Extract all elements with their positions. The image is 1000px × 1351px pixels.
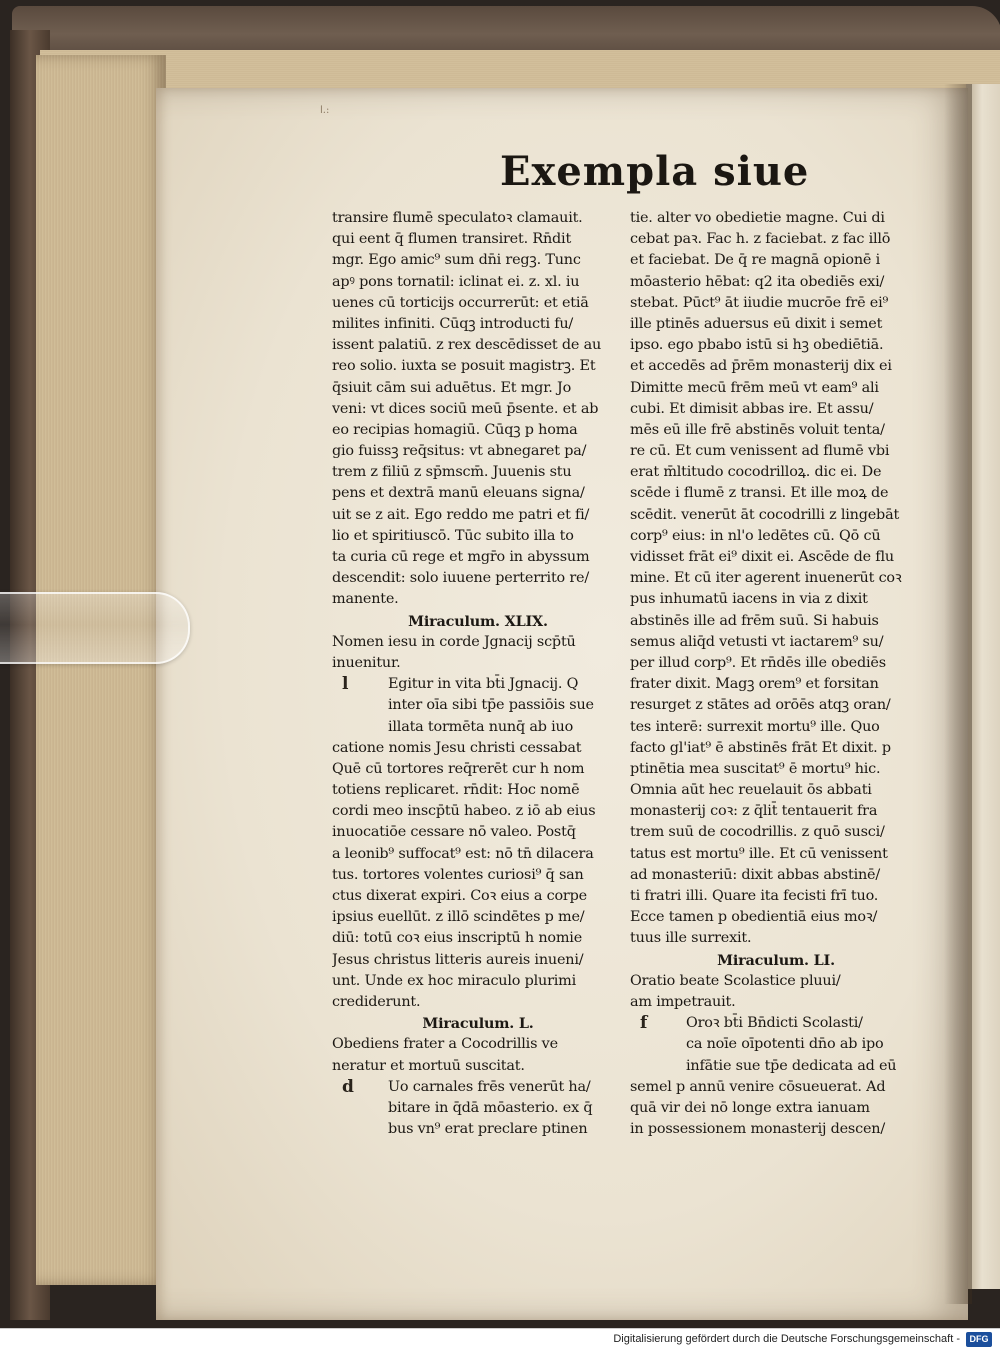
line-text: Miraculum. LI. (717, 951, 835, 969)
line-text: tuus ille surrexit. (630, 930, 752, 947)
line-text: veni: vt dices sociū meū p̄sente. et ab (332, 400, 599, 417)
text-line (630, 632, 922, 653)
text-line (630, 1119, 922, 1140)
line-text: mēs eū ille frē abstinēs voluit tenta/ (630, 421, 885, 438)
text-line (630, 483, 922, 504)
text-line (630, 844, 922, 865)
text-line (332, 356, 624, 377)
text-line (630, 780, 922, 801)
text-line (332, 568, 624, 589)
line-text: Omnia aūt hec reuelauit ōs abbati (630, 782, 872, 799)
guide-letter: f (640, 1013, 648, 1034)
text-line (630, 293, 922, 314)
line-text: catione nomis Jesu christi cessabat (332, 739, 582, 756)
line-text: monasterij coꝛ: z q̄lit̄ tentauerit fra (630, 803, 878, 820)
text-line (332, 738, 624, 759)
text-line (332, 272, 624, 293)
line-text: mōasterio hēbat: q2 ita obediēs exi/ (630, 273, 885, 290)
folio-mark: ا.: (320, 105, 330, 116)
line-text: re cū. Et cum venissent ad flumē vbi (630, 443, 890, 460)
line-text: trem suū de cocodrillis. z quō susci/ (630, 824, 885, 841)
line-text: semus aliq̄d vetusti vt iactarem⁹ su/ (630, 633, 884, 650)
line-text: quā vir dei nō longe extra ianuam (630, 1099, 870, 1116)
text-column-left (332, 208, 624, 1140)
line-text: mine. Et cū iter agerent inuenerūt coꝛ (630, 570, 902, 587)
line-text: ipsius euellūt. z illō scindētes p me/ (332, 909, 585, 926)
text-line (332, 653, 624, 674)
line-text: in possessionem monasterij descen/ (630, 1121, 886, 1138)
text-line (630, 314, 922, 335)
text-line (630, 568, 922, 589)
text-line (332, 441, 624, 462)
text-line (332, 399, 624, 420)
line-text: illata tormēta nunq̄ ab iuo (388, 718, 574, 735)
line-text: Egitur in vita bt̄i Jgnacij. Q (388, 676, 579, 693)
guide-letter: l (342, 674, 349, 695)
text-line (332, 632, 624, 653)
text-line (332, 462, 624, 483)
text-line (332, 971, 624, 992)
line-text: Jesus christus litteris aureis inueni/ (332, 951, 584, 968)
line-text: infātie sue tp̄e dedicata ad eū (686, 1057, 897, 1074)
text-line (630, 420, 922, 441)
text-line (332, 717, 624, 738)
text-line (332, 1077, 624, 1098)
text-line (332, 822, 624, 843)
text-line (630, 250, 922, 271)
line-text: inuenitur. (332, 654, 401, 671)
text-line (630, 801, 922, 822)
line-text: ipso. ego pbabo istū si hꝫ obediētiā. (630, 337, 884, 354)
text-line (332, 907, 624, 928)
text-line (630, 1077, 922, 1098)
text-line (332, 759, 624, 780)
text-line (630, 505, 922, 526)
text-line (332, 526, 624, 547)
section-heading (332, 1013, 624, 1034)
text-line (332, 865, 624, 886)
line-text: manente. (332, 591, 399, 608)
page-stack-fore-edge (36, 55, 166, 1285)
line-text: reo solio. iuxta se posuit magistrꝫ. Et (332, 358, 596, 375)
line-text: Obediens frater a Cocodrillis ve (332, 1036, 558, 1053)
line-text: Uo carnales frēs venerūt ha/ (388, 1078, 591, 1095)
line-text: crediderunt. (332, 993, 421, 1010)
text-line (630, 356, 922, 377)
line-text: Miraculum. XLIX. (408, 612, 548, 630)
text-line (332, 674, 624, 695)
line-text: facto gl'iat⁹ ē abstinēs frāt Et dixit. p (630, 739, 891, 756)
text-line (332, 589, 624, 610)
section-heading (630, 950, 922, 971)
text-line (630, 971, 922, 992)
line-text: pens et dextrā manū eleuans signa/ (332, 485, 585, 502)
text-line (630, 759, 922, 780)
line-text: tes interē: surrexit mortu⁹ ille. Quo (630, 718, 880, 735)
text-line (332, 505, 624, 526)
text-line (332, 1119, 624, 1140)
line-text: Dimitte mecū frēm meū vt eam⁹ ali (630, 379, 879, 396)
line-text: scēdit. venerūt āt cocodrilli z lingebāt (630, 506, 900, 523)
line-text: issent palatiū. z rex descēdisset de au (332, 337, 602, 354)
line-text: cubi. Et dimisit abbas ire. Et assu/ (630, 400, 874, 417)
text-column-right (630, 208, 922, 1140)
line-text: mgr. Ego amic⁹ sum dn̄i regꝫ. Tunc (332, 252, 581, 269)
text-line (332, 950, 624, 971)
line-text: et faciebat. De q̄ re magnā opionē i (630, 252, 881, 269)
line-text: transire flumē speculatoꝛ clamauit. (332, 210, 583, 226)
line-text: uenes cū torticijs occurrerūt: et etiā (332, 294, 589, 311)
text-line (332, 886, 624, 907)
line-text: bus vn⁹ erat preclare ptinen (388, 1121, 588, 1138)
text-line (332, 928, 624, 949)
line-text: eo recipias homagiū. Cūqꝫ p homa (332, 421, 578, 438)
line-text: ptinētia mea suscitat⁹ ē mortu⁹ hic. (630, 760, 881, 777)
line-text: Miraculum. L. (422, 1015, 534, 1033)
text-line (630, 1098, 922, 1119)
text-line (332, 314, 624, 335)
line-text: corp⁹ eius: in nl'o ledētes cū. Qō cū (630, 527, 881, 544)
line-text: resurget z stātes ad orōēs atqꝫ oran/ (630, 697, 891, 714)
line-text: tus. tortores volentes curiosi⁹ q̄ san (332, 866, 584, 883)
text-line (630, 547, 922, 568)
text-line (332, 547, 624, 568)
dfg-logo: DFG (966, 1332, 992, 1347)
text-line (630, 653, 922, 674)
text-line (630, 272, 922, 293)
line-text: ctus dixerat expiri. Coꝛ eius a corpe (332, 888, 587, 904)
line-text: apꝰ pons tornatil: iclinat ei. z. xl. iu (332, 273, 580, 290)
line-text: Ecce tamen p obedientiā eius moꝛ/ (630, 909, 878, 926)
line-text: abstinēs ille ad frēm suū. Si habuis (630, 612, 879, 629)
funding-credit: Digitalisierung gefördert durch die Deutsche Forschungsgemeinschaft - (613, 1333, 960, 1345)
text-line (332, 208, 624, 229)
line-text: ta curia cū rege et mgr̄o in abyssum (332, 549, 590, 565)
line-text: ca noīe oīpotenti dn̄o ab ipo (686, 1036, 884, 1053)
text-line (630, 378, 922, 399)
line-text: qui eent q̄ flumen transiret. Rn̄dit (332, 231, 572, 248)
line-text: Oroꝛ bt̄i Bn̄dicti Scolasti/ (686, 1015, 863, 1032)
line-text: Quē cū tortores req̄rerēt cur h nom (332, 760, 585, 777)
text-line (332, 780, 624, 801)
line-text: lio et spiritiuscō. Tūc subito illa to (332, 527, 574, 544)
line-text: gio fuissꝫ req̄situs: vt abnegaret pa/ (332, 443, 587, 460)
guide-letter: d (342, 1076, 354, 1097)
line-text: cebat paꝛ. Fac h. z faciebat. z fac illō (630, 231, 891, 248)
text-line (332, 483, 624, 504)
line-text: cordi meo inscp̄tū habeo. z iō ab eius (332, 803, 596, 820)
line-text: et accedēs ad p̄rēm monasterij dix ei (630, 358, 892, 375)
line-text: milites infiniti. Cūqꝫ introducti fu/ (332, 315, 574, 332)
line-text: erat m̄ltitudo cocodrilloꝝ. dic ei. De (630, 464, 882, 481)
footer-bar (0, 1328, 1000, 1351)
line-text: totiens replicaret. rn̄dit: Hoc nomē (332, 782, 580, 799)
line-text: per illud corp⁹. Et rn̄dēs ille obediēs (630, 654, 886, 671)
line-text: descendit: solo iuuene perterrito re/ (332, 570, 590, 587)
text-line (332, 1098, 624, 1119)
text-line (332, 1056, 624, 1077)
line-text: tatus est mortu⁹ ille. Et cū venissent (630, 845, 888, 862)
text-line (630, 1056, 922, 1077)
line-text: semel p annū venire cōsueuerat. Ad (630, 1078, 886, 1095)
line-text: diū: totū coꝛ eius inscriptū h nomie (332, 930, 583, 947)
line-text: a leonib⁹ suffocat⁹ est: nō tn̄ dilacera (332, 845, 594, 862)
text-line (332, 293, 624, 314)
text-line (332, 844, 624, 865)
line-text: frater dixit. Magꝫ orem⁹ et forsitan (630, 676, 879, 693)
text-line (630, 526, 922, 547)
text-line (630, 822, 922, 843)
line-text: trem z filiū z sp̄mscm̄. Juuenis stu (332, 464, 572, 481)
line-text: scēde i flumē z transi. Et ille moꝝ de (630, 485, 889, 502)
line-text: uit se z ait. Ego reddo me patri et fi/ (332, 506, 590, 523)
text-line (630, 611, 922, 632)
line-text: pus inhumatū iacens in via z dixit (630, 591, 868, 608)
line-text: ille ptinēs aduersus eū dixit i semet (630, 315, 883, 332)
text-line (630, 335, 922, 356)
line-text: Nomen iesu in corde Jgnacij scp̄tū (332, 633, 576, 650)
line-text: ti fratri illi. Quare ita fecisti frī tuo. (630, 888, 879, 904)
text-line (630, 738, 922, 759)
bookmark-clip (0, 592, 190, 664)
line-text: ad monasteriū: dixit abbas abstinē/ (630, 866, 881, 883)
text-line (630, 717, 922, 738)
text-line (630, 992, 922, 1013)
text-line (630, 928, 922, 949)
text-line (332, 250, 624, 271)
text-line (332, 695, 624, 716)
text-line (630, 865, 922, 886)
line-text: vidisset frāt ei⁹ dixit ei. Ascēde de flu (630, 549, 894, 565)
line-text: unt. Unde ex hoc miraculo plurimi (332, 972, 577, 989)
text-line (630, 886, 922, 907)
text-line (332, 1034, 624, 1055)
text-line (630, 674, 922, 695)
text-line (630, 907, 922, 928)
running-head: Exempla siue (500, 148, 810, 195)
line-text: bitare in q̄dā mōasterio. ex q̄ (388, 1099, 593, 1116)
text-line (630, 399, 922, 420)
section-heading (332, 611, 624, 632)
text-line (630, 229, 922, 250)
text-line (332, 992, 624, 1013)
text-line (332, 335, 624, 356)
text-line (332, 801, 624, 822)
line-text: inuocatiōe cessare nō valeo. Postq̄ (332, 824, 576, 841)
text-line (332, 378, 624, 399)
line-text: neratur et mortuū suscitat. (332, 1057, 525, 1074)
line-text: Oratio beate Scolastice pluui/ (630, 972, 841, 989)
text-line (332, 229, 624, 250)
line-text: am impetrauit. (630, 993, 736, 1010)
text-line (332, 420, 624, 441)
text-line (630, 1013, 922, 1034)
line-text: q̄siuit cām sui aduētus. Et mgr. Jo (332, 379, 572, 396)
line-text: inter oīa sibi tp̄e passiōis sue (388, 697, 594, 714)
line-text: stebat. Pūct⁹ āt iiudie mucrōe frē ei⁹ (630, 294, 889, 311)
text-line (630, 208, 922, 229)
text-line (630, 441, 922, 462)
line-text: tie. alter vo obedietie magne. Cui di (630, 210, 885, 226)
text-line (630, 589, 922, 610)
text-line (630, 1034, 922, 1055)
gutter-shadow (944, 84, 972, 1304)
text-line (630, 695, 922, 716)
text-line (630, 462, 922, 483)
